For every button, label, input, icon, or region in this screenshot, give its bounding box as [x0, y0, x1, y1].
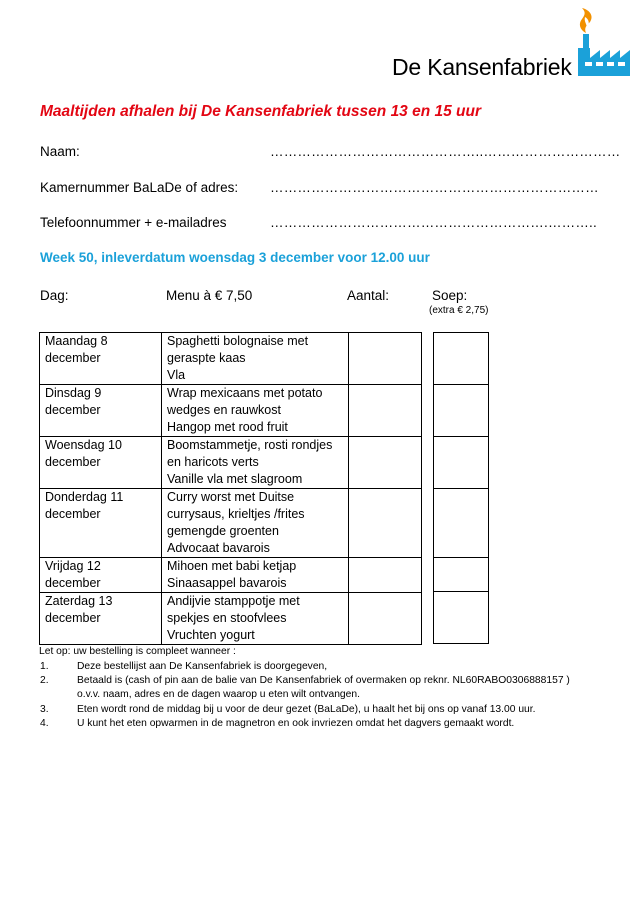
- soup-input-cell[interactable]: [434, 333, 489, 385]
- brand-name: De Kansenfabriek: [392, 54, 572, 80]
- note-text: Eten wordt rond de middag bij u voor de deur gezet (BaLaDe), u haalt het bij ons op vanaf 13.00 uur.: [77, 704, 536, 715]
- soup-table: [433, 332, 489, 644]
- note-text: U kunt het eten opwarmen in de magnetron en ook invriezen omdat het dagvers gemaakt wordt.: [77, 718, 515, 729]
- count-input-cell[interactable]: [349, 489, 422, 558]
- day-cell: Donderdag 11 december: [40, 489, 162, 558]
- note-number: 4.: [40, 718, 49, 729]
- menu-cell: Mihoen met babi ketjap Sinaasappel bavarois: [162, 558, 349, 593]
- note-number: 1.: [40, 661, 49, 672]
- soup-input-cell[interactable]: [434, 592, 489, 644]
- note-text: o.v.v. naam, adres en de dagen waarop u eten wilt ontvangen.: [77, 689, 360, 700]
- contact-label: Telefoonnummer + e-mailadres: [40, 215, 227, 230]
- note-number: 2.: [40, 675, 49, 686]
- note-text: Deze bestellijst aan De Kansenfabriek is doorgegeven,: [77, 661, 328, 672]
- address-label: Kamernummer BaLaDe of adres:: [40, 180, 239, 195]
- menu-table: [39, 332, 422, 645]
- count-header: Aantal:: [347, 288, 390, 303]
- day-header: Dag:: [40, 288, 69, 303]
- note-text: Betaald is (cash of pin aan de balie van De Kansenfabriek of overmaken op reknr. NL60RABO0306888157 ): [77, 675, 570, 686]
- menu-cell: Spaghetti bolognaise met geraspte kaas Vla: [162, 333, 349, 385]
- count-input-cell[interactable]: [349, 333, 422, 385]
- table-row: [40, 593, 422, 645]
- menu-cell: Andijvie stamppotje met spekjes en stoofvlees Vruchten yogurt: [162, 593, 349, 645]
- soup-input-cell[interactable]: [434, 385, 489, 437]
- table-row: [40, 333, 422, 385]
- count-input-cell[interactable]: [349, 437, 422, 489]
- menu-cell: Curry worst met Duitse currysaus, krieltjes /frites gemengde groenten Advocaat bavarois: [162, 489, 349, 558]
- count-input-cell[interactable]: [349, 385, 422, 437]
- name-field-line: ………………………………………..…………………………: [270, 144, 621, 159]
- table-row: [40, 385, 422, 437]
- menu-cell: Boomstammetje, rosti rondjes en haricots verts Vanille vla met slagroom: [162, 437, 349, 489]
- count-input-cell[interactable]: [349, 593, 422, 645]
- menu-header: Menu à € 7,50: [166, 288, 253, 303]
- soup-input-cell[interactable]: [434, 489, 489, 558]
- soup-header: Soep:: [432, 288, 468, 303]
- table-row: [40, 437, 422, 489]
- week-heading: Week 50, inleverdatum woensdag 3 december voor 12.00 uur: [40, 250, 430, 265]
- day-cell: Zaterdag 13 december: [40, 593, 162, 645]
- contact-field-line: …………………………………………………….………..: [270, 215, 597, 230]
- factory-logo-icon: [576, 6, 634, 76]
- table-row: [40, 558, 422, 593]
- soup-input-cell[interactable]: [434, 437, 489, 489]
- address-field-line: ………………………………………………………………: [270, 180, 599, 195]
- note-number: 3.: [40, 704, 49, 715]
- menu-cell: Wrap mexicaans met potato wedges en rauwkost Hangop met rood fruit: [162, 385, 349, 437]
- soup-input-cell[interactable]: [434, 558, 489, 592]
- day-cell: Dinsdag 9 december: [40, 385, 162, 437]
- day-cell: Maandag 8 december: [40, 333, 162, 385]
- page-title: Maaltijden afhalen bij De Kansenfabriek tussen 13 en 15 uur: [40, 103, 482, 120]
- soup-extra-price: (extra € 2,75): [429, 305, 489, 316]
- day-cell: Woensdag 10 december: [40, 437, 162, 489]
- day-cell: Vrijdag 12 december: [40, 558, 162, 593]
- name-label: Naam:: [40, 144, 80, 159]
- table-row: [40, 489, 422, 558]
- count-input-cell[interactable]: [349, 558, 422, 593]
- notes-intro: Let op: uw bestelling is compleet wanneer :: [39, 646, 236, 657]
